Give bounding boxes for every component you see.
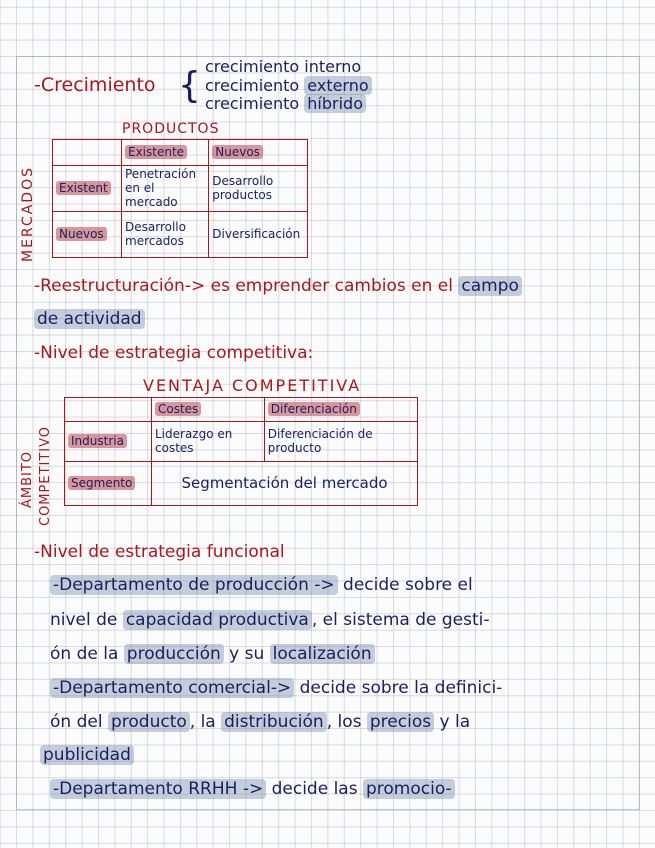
highlight-dept-comercial: -Departamento comercial->: [50, 678, 294, 698]
comercial-line-1: [50, 680, 502, 697]
row-header-industria: [65, 422, 152, 462]
highlight-distribucion: distribución: [221, 712, 327, 732]
mercados-label: MERCADOS: [20, 166, 36, 262]
highlight-actividad: de actividad: [34, 309, 145, 329]
produccion-line-2: [50, 612, 489, 629]
highlight-dept-produccion: -Departamento de producción ->: [50, 575, 338, 595]
row-header-text: Nuevos: [56, 227, 107, 241]
cell-penetracion: Penetración en el mercado: [122, 166, 209, 212]
produccion-text: nivel de: [50, 610, 118, 630]
ventaja-title: VENTAJA COMPETITIVA: [143, 376, 362, 395]
corner-cell: [53, 140, 122, 166]
highlight-promocio: promocio-: [363, 779, 455, 799]
produccion-line-1: [50, 577, 473, 594]
highlight-producto: producto: [108, 712, 190, 732]
rrhh-text: decide las: [271, 779, 358, 799]
cell-segmentacion: Segmentación del mercado: [152, 462, 418, 506]
option-word: crecimiento: [205, 94, 300, 113]
col-header-text: Nuevos: [212, 145, 263, 159]
comercial-line-3: [40, 747, 134, 764]
cell-diferenciacion-producto: Diferenciación de producto: [264, 422, 417, 462]
produccion-text: ón de la: [50, 644, 119, 664]
col-header-text: Costes: [155, 402, 201, 416]
cell-desarrollo-productos: Desarrollo productos: [209, 166, 308, 212]
row-header-segmento: [65, 462, 152, 506]
row-header-text: Existent: [56, 181, 111, 195]
col-header-existente: [122, 140, 209, 166]
crecimiento-label: -Crecimiento: [34, 74, 156, 96]
option-word: crecimiento: [205, 57, 300, 76]
col-header-text: Existente: [125, 145, 187, 159]
highlight-dept-rrhh: -Departamento RRHH ->: [50, 779, 266, 799]
comercial-text: , la: [189, 712, 216, 732]
row-header-text: Segmento: [68, 476, 135, 490]
competitivo-label: COMPETITIVO: [38, 425, 53, 526]
crecimiento-option-3: [205, 96, 366, 112]
brace-icon: {: [178, 65, 201, 106]
row-header-existent: [53, 166, 122, 212]
option-type: híbrido: [304, 94, 366, 113]
cell-liderazgo: Liderazgo en costes: [152, 422, 265, 462]
highlight-precios: precios: [367, 712, 434, 732]
comercial-text: y la: [439, 712, 471, 732]
option-type: interno: [304, 57, 362, 76]
reestructuracion-line-2: [34, 311, 145, 328]
col-header-costes: [152, 398, 265, 422]
nivel-funcional-heading: -Nivel de estrategia funcional: [34, 542, 285, 562]
highlight-localizacion: localización: [270, 644, 375, 664]
cell-desarrollo-mercados: Desarrollo mercados: [122, 212, 209, 258]
cell-diversificacion: Diversificación: [209, 212, 308, 258]
comercial-text: , los: [326, 712, 362, 732]
comercial-text: ón del: [50, 712, 103, 732]
highlight-capacidad: capacidad productiva: [123, 610, 312, 630]
ambito-label: ÁMBITO: [20, 450, 35, 508]
crecimiento-option-2: [205, 78, 372, 94]
highlight-publicidad: publicidad: [40, 745, 134, 765]
productos-matrix: [52, 139, 308, 258]
comercial-line-2: [50, 714, 470, 731]
comercial-text: decide sobre la definici-: [299, 678, 503, 698]
option-word: crecimiento: [205, 76, 300, 95]
option-type: externo: [304, 76, 371, 95]
ventaja-matrix: [64, 397, 418, 506]
reestructuracion-line-1: [34, 278, 522, 295]
highlight-produccion: producción: [124, 644, 224, 664]
rrhh-line-1: [50, 781, 455, 798]
productos-title: PRODUCTOS: [122, 121, 220, 137]
crecimiento-option-1: [205, 59, 361, 75]
produccion-line-3: [50, 646, 375, 663]
corner-cell: [65, 398, 152, 422]
nivel-competitiva-heading: -Nivel de estrategia competitiva:: [34, 343, 314, 363]
produccion-text: y su: [229, 644, 265, 664]
reestructuracion-text: -Reestructuración-> es emprender cambios en el: [34, 276, 453, 296]
row-header-nuevos: [53, 212, 122, 258]
row-header-text: Industria: [68, 434, 127, 448]
produccion-text: , el sistema de gesti-: [311, 610, 490, 630]
col-header-diferenciacion: [264, 398, 417, 422]
col-header-nuevos: [209, 140, 308, 166]
highlight-campo: campo: [458, 276, 522, 296]
col-header-text: Diferenciación: [268, 402, 360, 416]
produccion-text: decide sobre el: [343, 575, 473, 595]
